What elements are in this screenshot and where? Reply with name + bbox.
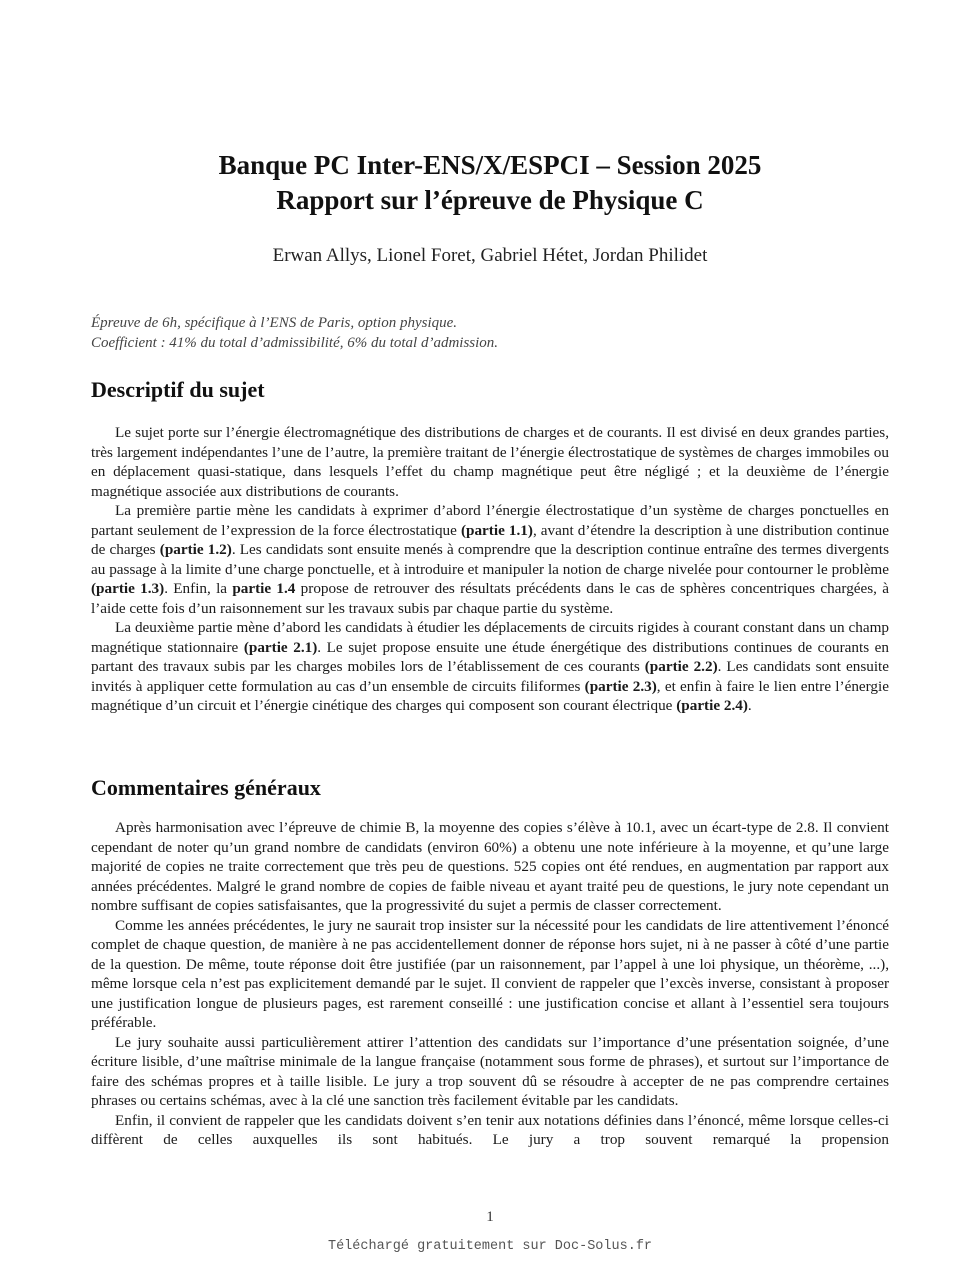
exam-meta-line-2: Coefficient : 41% du total d’admissibilité, 6% du total d’admission. bbox=[91, 334, 499, 351]
text-segment: . Les candidats sont ensuite menés à comprendre que la description continue entraîne des termes divergents au passage à la limite d’une charge ponctuelle, et à introduire et manipuler la notion de charge nivelée pour contourner le problème bbox=[91, 541, 889, 578]
paragraph bbox=[91, 618, 889, 716]
exam-meta bbox=[91, 314, 498, 353]
part-reference: (partie 1.3) bbox=[91, 580, 165, 597]
document-title bbox=[0, 148, 980, 218]
part-reference: (partie 1.2) bbox=[159, 541, 232, 558]
text-segment: Après harmonisation avec l’épreuve de chimie B, la moyenne des copies s’élève à 10.1, avec un écart-type de 2.8. Il convient cependant de noter qu’un grand nombre de candidats (environ 60%) a obtenu une note inférieure à la moyenne, et qu’une large majorité de copies ne traite correctement que très peu de questions. 525 copies ont été rendues, en augmentation par rapport aux années précédentes. Malgré le grand nombre de copies de faible niveau et ayant traité peu de questions, le jury note cependant un nombre suffisant de copies satisfaisantes, que la progressivité du sujet a permis de classer correctement. bbox=[91, 819, 889, 914]
part-reference: partie 1.4 bbox=[232, 580, 296, 597]
section-commentaires-body bbox=[91, 818, 889, 1150]
text-segment: La deuxième partie mène d’abord les candidats à étudier les déplacements de circuits rigides à courant constant dans un champ magnétique stationnaire bbox=[91, 619, 889, 656]
part-reference: (partie 2.4) bbox=[676, 697, 748, 714]
text-segment: Enfin, il convient de rappeler que les candidats doivent s’en tenir aux notations définies dans l’énoncé, même lorsque celles-ci diffèrent de celles auxquelles ils sont habitués. Le jury a trop souvent remarqué la propension bbox=[91, 1111, 889, 1148]
paragraph bbox=[91, 1111, 889, 1150]
section-descriptif-body bbox=[91, 423, 889, 716]
text-segment: Le jury souhaite aussi particulièrement attirer l’attention des candidats sur l’importance d’une présentation soignée, d’une écriture lisible, d’une maîtrise minimale de la langue française (notamment sous forme de phrases), et surtout sur l’importance de faire des schémas propres et à taille lisible. Le jury a trop souvent dû se résoudre à accepter de ne pas comprendre certaines phrases ou certains schémas, avec à la clé une sanction très facilement évitable par les candidats. bbox=[91, 1033, 889, 1109]
text-segment: Le sujet porte sur l’énergie électromagnétique des distributions de charges et de courants. Il est divisé en deux grandes parties, très largement indépendantes l’une de l’autre, la première traitant de l’énergie électrostatique de systèmes de charges immobiles ou en déplacement quasi-statique, dans lesquels l’effet du champ magnétique peut être négligé ; et la deuxième de l’énergie magnétique associée aux distributions de courants. bbox=[91, 424, 889, 500]
paragraph bbox=[91, 1033, 889, 1111]
part-reference: (partie 2.3) bbox=[584, 677, 657, 695]
exam-meta-line-1: Épreuve de 6h, spécifique à l’ENS de Paris, option physique. bbox=[91, 315, 458, 331]
text-segment: . Le sujet propose ensuite une étude énergétique des distributions continues de courants en partant des travaux subis par les charges mobiles lors de l’établissement de ces courants bbox=[91, 638, 890, 675]
section-heading-commentaires: Commentaires généraux bbox=[91, 775, 321, 800]
download-footer: Téléchargé gratuitement sur Doc-Solus.fr bbox=[327, 1239, 653, 1254]
paragraph bbox=[91, 916, 889, 1033]
text-segment: La première partie mène les candidats à exprimer d’abord l’énergie électrostatique d’un système de charges ponctuelles en partant seulement de l’expression de la force électrostatique bbox=[91, 502, 889, 539]
title-line-1: Banque PC Inter-ENS/X/ESPCI – Session 2025 bbox=[218, 150, 762, 180]
text-segment: propose de retrouver des résultats précédents dans le cas de sphères concentriques chargées, à l’aide cette fois d’un raisonnement sur les travaux subis par chaque partie du système. bbox=[91, 580, 889, 617]
authors: Erwan Allys, Lionel Foret, Gabriel Hétet, Jordan Philidet bbox=[272, 245, 708, 266]
text-segment: . Enfin, la bbox=[164, 580, 233, 597]
section-heading-descriptif: Descriptif du sujet bbox=[91, 377, 265, 402]
text-segment: , avant d’étendre la description à une distribution continue de charges bbox=[91, 521, 890, 558]
paragraph bbox=[91, 501, 889, 618]
page-number: 1 bbox=[486, 1209, 494, 1225]
title-line-2: Rapport sur l’épreuve de Physique C bbox=[276, 185, 704, 215]
part-reference: (partie 2.1) bbox=[243, 638, 318, 656]
paragraph bbox=[91, 423, 889, 501]
paragraph bbox=[91, 818, 889, 916]
text-segment: , et enfin à faire le lien entre l’énergie magnétique d’un circuit et l’énergie cinétique des charges qui composent son courant électrique bbox=[91, 677, 889, 714]
part-reference: (partie 1.1) bbox=[460, 521, 533, 539]
text-segment: . bbox=[747, 697, 752, 714]
text-segment: Comme les années précédentes, le jury ne saurait trop insister sur la nécessité pour les candidats de lire attentivement l’énoncé complet de chaque question, de manière à ne pas accidentellement donner de réponse hors sujet, ni à ne passer à côté d’une partie de la question. De même, toute réponse doit être justifiée (par un raisonnement, par l’appel à une loi physique, un théorème, ...), même lorsque cela n’est pas explicitement demandé par le sujet. Il convient de rappeler que l’excès inverse, consistant à proposer une justification longue de plusieurs pages, est rarement conseillé : une justification concise et allant à l’essentiel sera toujours préférable. bbox=[91, 916, 889, 1031]
text-segment: . Les candidats sont ensuite invités à appliquer cette formulation au cas d’un ensemble de circuits filiformes bbox=[91, 658, 889, 695]
part-reference: (partie 2.2) bbox=[644, 658, 718, 675]
